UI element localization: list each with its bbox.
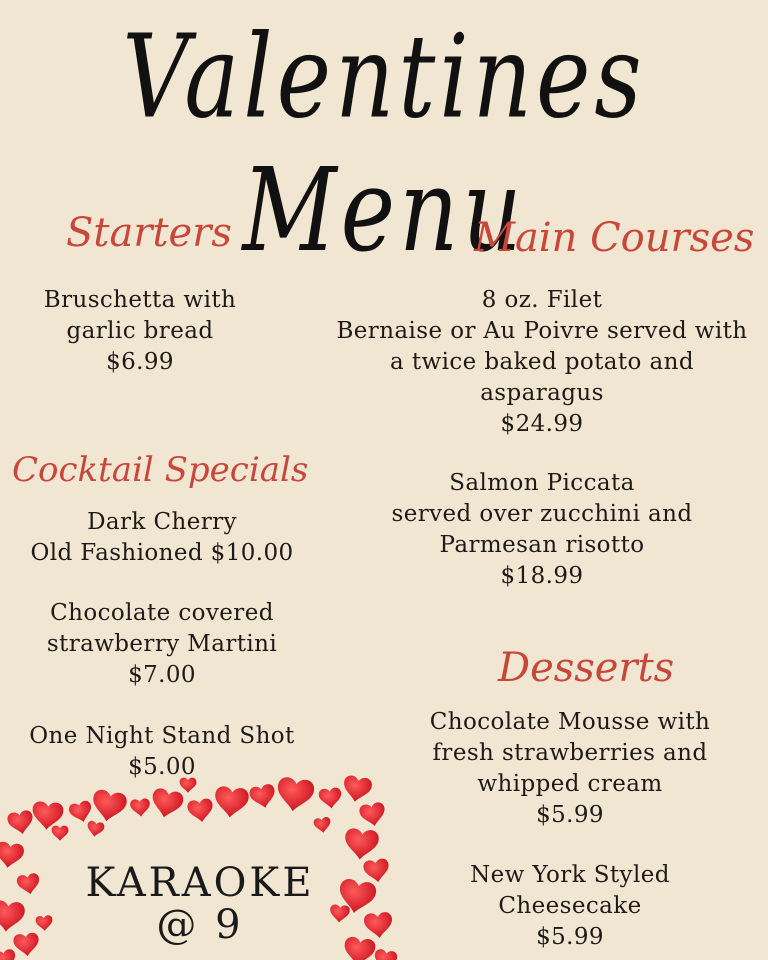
- item-price: $6.99: [106, 349, 174, 375]
- menu-title: Valentines Menu: [122, 10, 646, 278]
- heart-icon: [0, 841, 25, 870]
- karaoke-time: @ 9: [156, 902, 244, 948]
- heart-icon: [90, 788, 128, 824]
- cocktail-item: [12, 598, 312, 691]
- karaoke-sign: [60, 862, 340, 946]
- heart-icon: [149, 787, 185, 821]
- cocktails-heading: Cocktail Specials: [12, 450, 309, 490]
- starter-item: [20, 285, 260, 378]
- item-line: One Night Stand Shot: [29, 723, 295, 749]
- heart-icon: [180, 778, 197, 793]
- heart-icon: [13, 932, 40, 957]
- item-line: Salmon Piccata: [449, 470, 635, 496]
- item-price: $5.99: [536, 924, 604, 950]
- item-line: Old Fashioned $10.00: [30, 540, 294, 566]
- heart-icon: [343, 828, 380, 862]
- item-price: $5.00: [128, 754, 196, 780]
- heart-icon: [68, 799, 95, 824]
- karaoke-label: KARAOKE: [85, 860, 315, 906]
- item-price: $5.99: [536, 802, 604, 828]
- heart-icon: [130, 798, 151, 817]
- heart-icon: [248, 783, 277, 810]
- heart-icon: [213, 786, 250, 820]
- heart-icon: [363, 912, 393, 940]
- desserts-heading: Desserts: [498, 645, 675, 691]
- item-line: New York Styled: [470, 862, 670, 888]
- cocktail-item: [12, 507, 312, 569]
- item-line: Bernaise or Au Poivre served with: [336, 318, 748, 344]
- item-line: 8 oz. Filet: [481, 287, 603, 313]
- item-line: served over zucchini and: [391, 501, 693, 527]
- heart-icon: [341, 774, 373, 804]
- mains-heading: Main Courses: [474, 215, 755, 261]
- heart-icon: [363, 858, 391, 884]
- item-line: fresh strawberries and: [432, 740, 708, 766]
- item-line: Parmesan risotto: [439, 532, 645, 558]
- item-line: whipped cream: [477, 771, 663, 797]
- heart-icon: [16, 872, 42, 896]
- heart-icon: [52, 826, 69, 841]
- heart-icon: [372, 948, 398, 960]
- heart-icon: [35, 915, 53, 932]
- item-price: $24.99: [500, 411, 584, 437]
- item-line: garlic bread: [66, 318, 214, 344]
- heart-icon: [342, 936, 376, 960]
- item-line: Cheesecake: [498, 893, 642, 919]
- heart-icon: [86, 820, 105, 838]
- main-item: [316, 285, 768, 440]
- item-line: a twice baked potato and: [390, 349, 694, 375]
- item-line: strawberry Martini: [46, 631, 278, 657]
- item-line: Chocolate Mousse with: [429, 709, 711, 735]
- item-line: asparagus: [480, 380, 604, 406]
- item-line: Bruschetta with: [43, 287, 237, 313]
- heart-icon: [275, 776, 316, 814]
- dessert-item: [400, 860, 740, 953]
- item-price: $7.00: [128, 662, 196, 688]
- item-line: Dark Cherry: [87, 509, 237, 535]
- heart-icon: [31, 801, 64, 831]
- heart-icon: [187, 798, 215, 824]
- dessert-item: [400, 707, 740, 831]
- item-line: Chocolate covered: [50, 600, 274, 626]
- starters-heading: Starters: [66, 210, 232, 256]
- heart-icon: [0, 948, 18, 960]
- heart-icon: [358, 801, 387, 828]
- heart-icon: [6, 809, 35, 836]
- heart-icon: [318, 787, 342, 809]
- item-price: $18.99: [500, 563, 584, 589]
- heart-icon: [313, 817, 332, 834]
- heart-icon: [0, 900, 26, 934]
- main-item: [316, 468, 768, 592]
